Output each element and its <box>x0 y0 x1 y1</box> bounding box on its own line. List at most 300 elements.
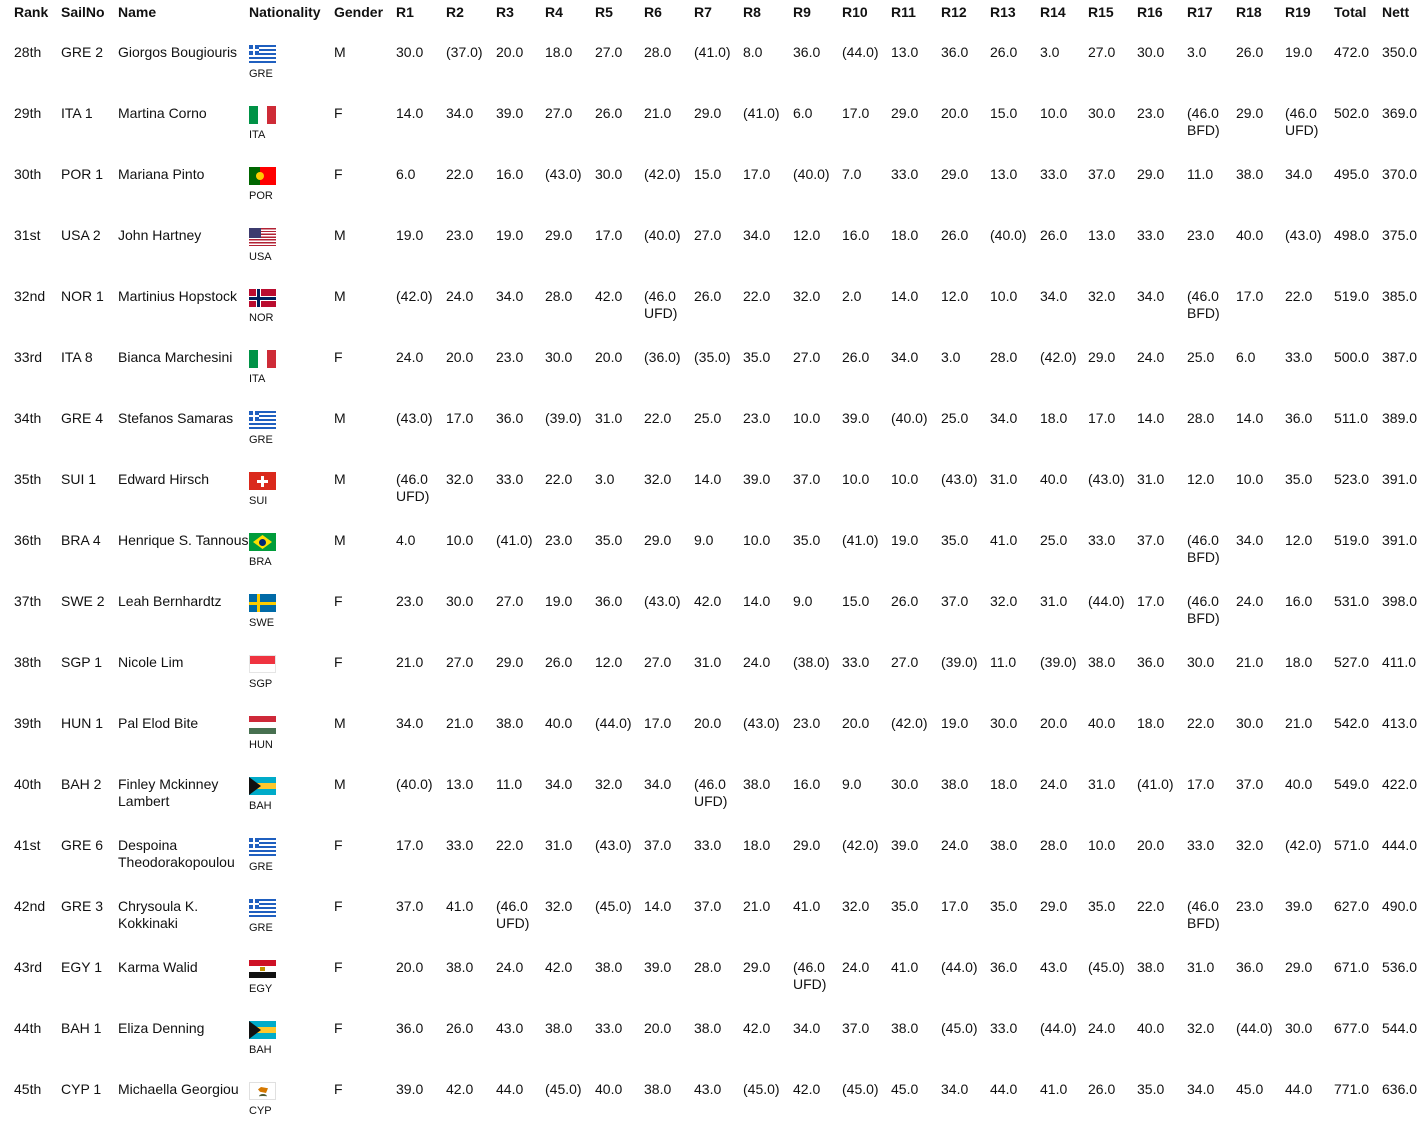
race-score-r18: 10.0 <box>1236 471 1264 487</box>
race-score-r2: 23.0 <box>446 227 474 243</box>
race-score-r9: 12.0 <box>793 227 821 243</box>
race-score-r5: 31.0 <box>595 410 623 426</box>
race-score-r8: 24.0 <box>743 654 771 670</box>
race-score-r3: 44.0 <box>496 1081 524 1097</box>
nationality-code: HUN <box>249 739 273 751</box>
column-header-r3[interactable]: R3 <box>496 4 514 20</box>
race-score-r9: 10.0 <box>793 410 821 426</box>
race-score-r1: 21.0 <box>396 654 424 670</box>
race-score-r10: 33.0 <box>842 654 870 670</box>
race-score-r6: 27.0 <box>644 654 672 670</box>
column-header-r10[interactable]: R10 <box>842 4 868 20</box>
race-score-r6: 29.0 <box>644 532 672 548</box>
race-score-r15: (45.0) <box>1088 959 1125 975</box>
race-score-r18: (44.0) <box>1236 1020 1273 1036</box>
column-header-nett[interactable]: Nett <box>1382 4 1410 20</box>
nationality-cell <box>249 34 334 95</box>
race-score-r13: 44.0 <box>990 1081 1018 1097</box>
nationality-code: SUI <box>249 495 268 507</box>
race-score-r15: (43.0) <box>1088 471 1125 487</box>
nett-cell: 391.0 <box>1382 471 1418 487</box>
race-score-r3: (46.0 UFD) <box>496 898 530 931</box>
race-score-r9: 37.0 <box>793 471 821 487</box>
race-score-r12: 12.0 <box>941 288 969 304</box>
race-score-r9: 27.0 <box>793 349 821 365</box>
race-score-r19: 39.0 <box>1285 898 1313 914</box>
race-score-r11: 26.0 <box>891 593 919 609</box>
sailno-cell: GRE 6 <box>61 837 104 853</box>
nett-cell: 391.0 <box>1382 532 1418 548</box>
race-score-r8: 22.0 <box>743 288 771 304</box>
race-score-r13: 34.0 <box>990 410 1018 426</box>
race-score-r11: 19.0 <box>891 532 919 548</box>
race-score-r6: (46.0 UFD) <box>644 288 678 321</box>
race-score-r7: 37.0 <box>694 898 722 914</box>
race-score-r5: (44.0) <box>595 715 632 731</box>
name-cell: Martina Corno <box>118 105 207 121</box>
gender-cell: F <box>334 654 343 670</box>
name-cell: Edward Hirsch <box>118 471 210 487</box>
gender-cell: F <box>334 166 343 182</box>
column-header-r7[interactable]: R7 <box>694 4 712 20</box>
race-score-r18: 37.0 <box>1236 776 1264 792</box>
total-cell: 502.0 <box>1334 105 1370 121</box>
race-score-r16: 17.0 <box>1137 593 1165 609</box>
race-score-r19: 19.0 <box>1285 44 1313 60</box>
nationality-code: BAH <box>249 800 272 812</box>
race-score-r14: (42.0) <box>1040 349 1077 365</box>
column-header-r13[interactable]: R13 <box>990 4 1016 20</box>
gender-cell: F <box>334 898 343 914</box>
flag-icon <box>249 411 276 429</box>
race-score-r3: 16.0 <box>496 166 524 182</box>
race-score-r2: 34.0 <box>446 105 474 121</box>
gender-cell: F <box>334 349 343 365</box>
race-score-r7: 38.0 <box>694 1020 722 1036</box>
race-score-r12: 29.0 <box>941 166 969 182</box>
race-score-r4: 42.0 <box>545 959 573 975</box>
race-score-r9: 6.0 <box>793 105 813 121</box>
race-score-r9: 42.0 <box>793 1081 821 1097</box>
column-header-r9[interactable]: R9 <box>793 4 811 20</box>
race-score-r2: 27.0 <box>446 654 474 670</box>
race-score-r8: (45.0) <box>743 1081 780 1097</box>
race-score-r3: 43.0 <box>496 1020 524 1036</box>
race-score-r19: 30.0 <box>1285 1020 1313 1036</box>
table-body <box>0 34 1423 1121</box>
race-score-r6: (42.0) <box>644 166 681 182</box>
total-cell: 527.0 <box>1334 654 1370 670</box>
column-header-r1[interactable]: R1 <box>396 4 414 20</box>
nationality-code: GRE <box>249 68 273 80</box>
column-header-r12[interactable]: R12 <box>941 4 967 20</box>
total-cell: 542.0 <box>1334 715 1370 731</box>
nationality-code: USA <box>249 251 272 263</box>
race-score-r6: 22.0 <box>644 410 672 426</box>
race-score-r2: 20.0 <box>446 349 474 365</box>
race-score-r11: 10.0 <box>891 471 919 487</box>
name-cell: Henrique S. Tannous <box>118 532 249 548</box>
race-score-r19: 22.0 <box>1285 288 1313 304</box>
rank-cell: 39th <box>14 715 42 731</box>
nationality-cell <box>249 644 334 705</box>
race-score-r3: 24.0 <box>496 959 524 975</box>
race-score-r8: 23.0 <box>743 410 771 426</box>
race-score-r17: (46.0 BFD) <box>1187 105 1220 138</box>
table-row <box>0 400 1423 461</box>
race-score-r5: 38.0 <box>595 959 623 975</box>
gender-cell: M <box>334 532 346 548</box>
race-score-r1: 23.0 <box>396 593 424 609</box>
nationality-cell <box>249 217 334 278</box>
nationality-cell <box>249 1010 334 1071</box>
race-score-r12: 37.0 <box>941 593 969 609</box>
race-score-r7: 15.0 <box>694 166 722 182</box>
column-header-gender[interactable]: Gender <box>334 4 384 20</box>
flag-icon <box>249 45 276 63</box>
race-score-r12: 20.0 <box>941 105 969 121</box>
race-score-r12: (43.0) <box>941 471 978 487</box>
race-score-r14: 26.0 <box>1040 227 1068 243</box>
race-score-r3: (41.0) <box>496 532 533 548</box>
flag-icon <box>249 289 276 307</box>
race-score-r9: 36.0 <box>793 44 821 60</box>
gender-cell: M <box>334 776 346 792</box>
race-score-r5: 36.0 <box>595 593 623 609</box>
race-score-r19: 44.0 <box>1285 1081 1313 1097</box>
race-score-r17: 33.0 <box>1187 837 1215 853</box>
race-score-r3: 19.0 <box>496 227 524 243</box>
column-header-r4[interactable]: R4 <box>545 4 563 20</box>
race-score-r17: (46.0 BFD) <box>1187 532 1220 565</box>
gender-cell: M <box>334 715 346 731</box>
name-cell: Stefanos Samaras <box>118 410 234 426</box>
race-score-r9: (40.0) <box>793 166 830 182</box>
race-score-r2: 17.0 <box>446 410 474 426</box>
race-score-r19: 18.0 <box>1285 654 1313 670</box>
race-score-r5: (45.0) <box>595 898 632 914</box>
nationality-code: POR <box>249 190 273 202</box>
race-score-r15: 27.0 <box>1088 44 1116 60</box>
race-score-r11: 39.0 <box>891 837 919 853</box>
race-score-r8: 35.0 <box>743 349 771 365</box>
nationality-code: SGP <box>249 678 273 690</box>
column-header-r8[interactable]: R8 <box>743 4 761 20</box>
race-score-r15: 33.0 <box>1088 532 1116 548</box>
race-score-r7: (35.0) <box>694 349 731 365</box>
nett-cell: 490.0 <box>1382 898 1418 914</box>
race-score-r18: 40.0 <box>1236 227 1264 243</box>
race-score-r5: (43.0) <box>595 837 632 853</box>
race-score-r15: 35.0 <box>1088 898 1116 914</box>
nett-cell: 369.0 <box>1382 105 1418 121</box>
race-score-r7: 33.0 <box>694 837 722 853</box>
race-score-r15: 13.0 <box>1088 227 1116 243</box>
total-cell: 495.0 <box>1334 166 1370 182</box>
race-score-r13: 33.0 <box>990 1020 1018 1036</box>
race-score-r3: 39.0 <box>496 105 524 121</box>
race-score-r14: 3.0 <box>1040 44 1060 60</box>
race-score-r14: 18.0 <box>1040 410 1068 426</box>
column-header-r16[interactable]: R16 <box>1137 4 1163 20</box>
rank-cell: 45th <box>14 1081 42 1097</box>
race-score-r16: 23.0 <box>1137 105 1165 121</box>
race-score-r1: 6.0 <box>396 166 416 182</box>
race-score-r6: (36.0) <box>644 349 681 365</box>
name-cell: Leah Bernhardtz <box>118 593 222 609</box>
gender-cell: M <box>334 471 346 487</box>
race-score-r12: 36.0 <box>941 44 969 60</box>
race-score-r6: 39.0 <box>644 959 672 975</box>
race-score-r12: 38.0 <box>941 776 969 792</box>
race-score-r12: (44.0) <box>941 959 978 975</box>
race-score-r6: 17.0 <box>644 715 672 731</box>
race-score-r7: (41.0) <box>694 44 731 60</box>
nationality-code: BRA <box>249 556 272 568</box>
race-score-r4: 30.0 <box>545 349 573 365</box>
table-row <box>0 827 1423 888</box>
total-cell: 519.0 <box>1334 288 1370 304</box>
name-cell: Karma Walid <box>118 959 198 975</box>
table-row <box>0 766 1423 827</box>
race-score-r13: (40.0) <box>990 227 1027 243</box>
column-header-nationality[interactable]: Nationality <box>249 4 321 20</box>
table-row <box>0 34 1423 95</box>
race-score-r8: 42.0 <box>743 1020 771 1036</box>
race-score-r7: 29.0 <box>694 105 722 121</box>
race-score-r12: 19.0 <box>941 715 969 731</box>
race-score-r15: 32.0 <box>1088 288 1116 304</box>
race-score-r11: 38.0 <box>891 1020 919 1036</box>
total-cell: 531.0 <box>1334 593 1370 609</box>
column-header-r18[interactable]: R18 <box>1236 4 1262 20</box>
race-score-r6: (43.0) <box>644 593 681 609</box>
race-score-r17: 23.0 <box>1187 227 1215 243</box>
race-score-r13: 28.0 <box>990 349 1018 365</box>
race-score-r4: 32.0 <box>545 898 573 914</box>
race-score-r4: 38.0 <box>545 1020 573 1036</box>
column-header-r15[interactable]: R15 <box>1088 4 1114 20</box>
total-cell: 771.0 <box>1334 1081 1370 1097</box>
race-score-r18: 38.0 <box>1236 166 1264 182</box>
race-score-r6: (40.0) <box>644 227 681 243</box>
name-cell: Giorgos Bougiouris <box>118 44 238 60</box>
race-score-r4: 18.0 <box>545 44 573 60</box>
table-row <box>0 644 1423 705</box>
column-header-r17[interactable]: R17 <box>1187 4 1213 20</box>
race-score-r19: 16.0 <box>1285 593 1313 609</box>
race-score-r15: 24.0 <box>1088 1020 1116 1036</box>
race-score-r2: 26.0 <box>446 1020 474 1036</box>
nett-cell: 536.0 <box>1382 959 1418 975</box>
nett-cell: 387.0 <box>1382 349 1418 365</box>
sailno-cell: BRA 4 <box>61 532 101 548</box>
race-score-r1: 17.0 <box>396 837 424 853</box>
race-score-r16: 18.0 <box>1137 715 1165 731</box>
column-header-r11[interactable]: R11 <box>891 4 916 20</box>
race-score-r11: 14.0 <box>891 288 919 304</box>
race-score-r2: 38.0 <box>446 959 474 975</box>
name-cell: John Hartney <box>118 227 202 243</box>
race-score-r13: 38.0 <box>990 837 1018 853</box>
flag-icon <box>249 899 276 917</box>
rank-cell: 31st <box>14 227 41 243</box>
sailno-cell: BAH 1 <box>61 1020 102 1036</box>
race-score-r15: 17.0 <box>1088 410 1116 426</box>
flag-icon <box>249 228 276 246</box>
nationality-code: GRE <box>249 434 273 446</box>
rank-cell: 40th <box>14 776 42 792</box>
race-score-r12: 25.0 <box>941 410 969 426</box>
flag-icon <box>249 1082 276 1100</box>
race-score-r13: 10.0 <box>990 288 1018 304</box>
race-score-r3: 20.0 <box>496 44 524 60</box>
sailno-cell: NOR 1 <box>61 288 104 304</box>
nett-cell: 411.0 <box>1382 654 1416 670</box>
race-score-r5: 27.0 <box>595 44 623 60</box>
race-score-r15: 40.0 <box>1088 715 1116 731</box>
total-cell: 500.0 <box>1334 349 1370 365</box>
rank-cell: 42nd <box>14 898 46 914</box>
race-score-r11: 35.0 <box>891 898 919 914</box>
sailno-cell: SGP 1 <box>61 654 102 670</box>
race-score-r14: 43.0 <box>1040 959 1068 975</box>
race-score-r15: 26.0 <box>1088 1081 1116 1097</box>
race-score-r12: 3.0 <box>941 349 961 365</box>
race-score-r4: 26.0 <box>545 654 573 670</box>
race-score-r9: 16.0 <box>793 776 821 792</box>
nett-cell: 544.0 <box>1382 1020 1418 1036</box>
nationality-cell <box>249 400 334 461</box>
race-score-r6: 32.0 <box>644 471 672 487</box>
total-cell: 519.0 <box>1334 532 1370 548</box>
race-score-r5: 3.0 <box>595 471 615 487</box>
flag-icon <box>249 533 276 551</box>
race-score-r11: 34.0 <box>891 349 919 365</box>
nationality-code: ITA <box>249 129 266 141</box>
race-score-r3: 29.0 <box>496 654 524 670</box>
race-score-r16: 29.0 <box>1137 166 1165 182</box>
race-score-r4: 22.0 <box>545 471 573 487</box>
gender-cell: F <box>334 105 343 121</box>
race-score-r13: 13.0 <box>990 166 1018 182</box>
race-score-r16: 34.0 <box>1137 288 1165 304</box>
race-score-r8: 34.0 <box>743 227 771 243</box>
sailno-cell: SWE 2 <box>61 593 105 609</box>
race-score-r8: 17.0 <box>743 166 771 182</box>
race-score-r10: 26.0 <box>842 349 870 365</box>
race-score-r8: 10.0 <box>743 532 771 548</box>
nationality-code: NOR <box>249 312 274 324</box>
nationality-code: BAH <box>249 1044 272 1056</box>
column-header-rank[interactable]: Rank <box>14 4 49 20</box>
nationality-code: SWE <box>249 617 275 629</box>
sailno-cell: ITA 1 <box>61 105 93 121</box>
race-score-r7: (46.0 UFD) <box>694 776 728 809</box>
race-score-r9: (46.0 UFD) <box>793 959 827 992</box>
nett-cell: 413.0 <box>1382 715 1418 731</box>
race-score-r19: (42.0) <box>1285 837 1322 853</box>
nett-cell: 398.0 <box>1382 593 1418 609</box>
race-score-r8: 39.0 <box>743 471 771 487</box>
race-score-r12: (39.0) <box>941 654 978 670</box>
race-score-r16: 20.0 <box>1137 837 1165 853</box>
race-score-r11: 45.0 <box>891 1081 919 1097</box>
column-header-r2[interactable]: R2 <box>446 4 464 20</box>
table-header <box>0 0 1423 34</box>
race-score-r10: 7.0 <box>842 166 862 182</box>
column-header-r5[interactable]: R5 <box>595 4 613 20</box>
race-score-r15: 38.0 <box>1088 654 1116 670</box>
race-score-r18: 34.0 <box>1236 532 1264 548</box>
race-score-r10: 20.0 <box>842 715 870 731</box>
table-row <box>0 888 1423 949</box>
column-header-r14[interactable]: R14 <box>1040 4 1066 20</box>
race-score-r3: 23.0 <box>496 349 524 365</box>
nett-cell: 422.0 <box>1382 776 1418 792</box>
race-score-r2: 24.0 <box>446 288 474 304</box>
race-score-r14: 10.0 <box>1040 105 1068 121</box>
race-score-r10: 39.0 <box>842 410 870 426</box>
race-score-r2: (37.0) <box>446 44 483 60</box>
table-row <box>0 278 1423 339</box>
sailno-cell: CYP 1 <box>61 1081 102 1097</box>
race-score-r13: 35.0 <box>990 898 1018 914</box>
race-score-r14: 28.0 <box>1040 837 1068 853</box>
race-score-r9: 29.0 <box>793 837 821 853</box>
race-score-r11: 33.0 <box>891 166 919 182</box>
flag-icon <box>249 716 276 734</box>
flag-icon <box>249 106 276 124</box>
race-score-r6: 21.0 <box>644 105 672 121</box>
column-header-total[interactable]: Total <box>1334 4 1367 20</box>
race-score-r4: 34.0 <box>545 776 573 792</box>
total-cell: 472.0 <box>1334 44 1370 60</box>
race-score-r18: 24.0 <box>1236 593 1264 609</box>
race-score-r1: (43.0) <box>396 410 433 426</box>
column-header-name[interactable]: Name <box>118 4 157 20</box>
race-score-r2: 32.0 <box>446 471 474 487</box>
race-score-r18: 36.0 <box>1236 959 1264 975</box>
total-cell: 511.0 <box>1334 410 1368 426</box>
race-score-r10: 16.0 <box>842 227 870 243</box>
race-score-r16: 30.0 <box>1137 44 1165 60</box>
column-header-r19[interactable]: R19 <box>1285 4 1311 20</box>
race-score-r8: (41.0) <box>743 105 780 121</box>
race-score-r7: 43.0 <box>694 1081 722 1097</box>
table-row <box>0 461 1423 522</box>
column-header-r6[interactable]: R6 <box>644 4 662 20</box>
race-score-r1: 24.0 <box>396 349 424 365</box>
race-score-r10: 9.0 <box>842 776 862 792</box>
table-row <box>0 949 1423 1010</box>
race-score-r9: 9.0 <box>793 593 813 609</box>
race-score-r17: 12.0 <box>1187 471 1215 487</box>
race-score-r14: 24.0 <box>1040 776 1068 792</box>
gender-cell: M <box>334 227 346 243</box>
race-score-r14: 33.0 <box>1040 166 1068 182</box>
name-cell: Eliza Denning <box>118 1020 205 1036</box>
race-score-r12: 17.0 <box>941 898 969 914</box>
race-score-r14: 41.0 <box>1040 1081 1068 1097</box>
column-header-sailno[interactable]: SailNo <box>61 4 105 20</box>
race-score-r16: 14.0 <box>1137 410 1165 426</box>
race-score-r4: 31.0 <box>545 837 573 853</box>
race-score-r7: 42.0 <box>694 593 722 609</box>
race-score-r15: 10.0 <box>1088 837 1116 853</box>
race-score-r10: (45.0) <box>842 1081 879 1097</box>
race-score-r9: (38.0) <box>793 654 830 670</box>
